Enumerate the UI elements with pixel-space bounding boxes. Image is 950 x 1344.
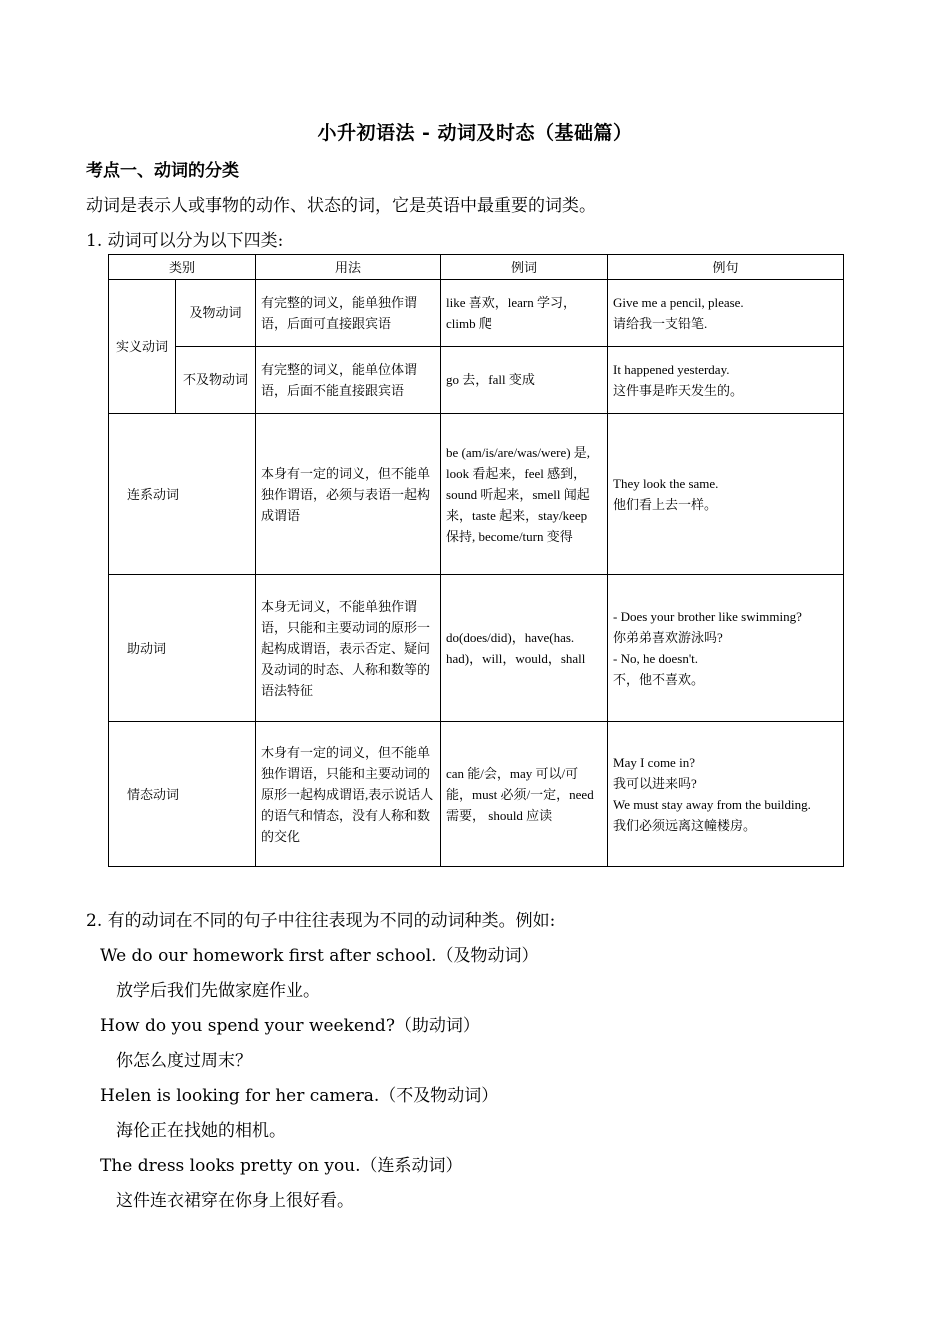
words-linking: be (am/is/are/was/were) 是, look 看起来，feel 感到，sound 听起来，smell 闻起来，taste 起来，stay/keep 保持, become/turn 变得 xyxy=(441,414,608,575)
example-transitive: Give me a pencil, please. 请给我一支铅笔. xyxy=(608,280,844,346)
example-intransitive: It happened yesterday. 这件事是昨天发生的。 xyxy=(608,346,844,413)
example-linking: They look the same. 他们看上去一样。 xyxy=(608,414,844,575)
verb-classification-table xyxy=(108,254,844,867)
example-sentence-zh: 海伦正在找她的相机。 xyxy=(116,1121,286,1141)
table-row xyxy=(109,414,844,575)
header-usage: 用法 xyxy=(256,255,441,280)
notional-verb-group: 实义动词 xyxy=(109,280,176,414)
example-sentence-zh: 放学后我们先做家庭作业。 xyxy=(116,981,320,1001)
kind-intransitive: 不及物动词 xyxy=(176,346,256,413)
examples-lead: 2. 有的动词在不同的句子中往往表现为不同的动词种类。例如: xyxy=(86,911,556,931)
example-sentence-en: The dress looks pretty on you.（连系动词） xyxy=(100,1156,463,1176)
section-heading: 考点一、动词的分类 xyxy=(86,161,239,181)
table-header-row xyxy=(109,255,844,280)
example-sentence-zh: 你怎么度过周末？ xyxy=(116,1051,252,1071)
header-example-words: 例词 xyxy=(441,255,608,280)
kind-linking: 连系动词 xyxy=(109,414,256,575)
usage-intransitive: 有完整的词义，能单位体谓语，后面不能直接跟宾语 xyxy=(256,346,441,413)
usage-modal: 木身有一定的词义，但不能单独作谓语，只能和主要动词的原形一起构成谓语,表示说话人的语气和情态，没有人称和数的交化 xyxy=(256,722,441,867)
usage-auxiliary: 本身无词义，不能单独作谓语，只能和主要动词的原形一起构成谓语，表示否定、疑问及动词的时态、人称和数等的语法特征 xyxy=(256,575,441,722)
header-category: 类别 xyxy=(109,255,256,280)
example-sentence-en: How do you spend your weekend?（助动词） xyxy=(100,1016,480,1036)
example-sentence-en: Helen is looking for her camera.（不及物动词） xyxy=(100,1086,499,1106)
intro-paragraph: 动词是表示人或事物的动作、状态的词，它是英语中最重要的词类。 xyxy=(86,196,596,216)
usage-transitive: 有完整的词义，能单独作谓语，后面可直接跟宾语 xyxy=(256,280,441,346)
point-one-heading: 1. 动词可以分为以下四类: xyxy=(86,231,284,251)
examples-section xyxy=(86,907,555,1222)
table-row xyxy=(109,722,844,867)
kind-transitive: 及物动词 xyxy=(176,280,256,346)
kind-auxiliary: 助动词 xyxy=(109,575,256,722)
words-modal: can 能/会，may 可以/可能，must 必须/一定，need 需要， should 应读 xyxy=(441,722,608,867)
example-sentence-en: We do our homework first after school.（及物动词） xyxy=(100,946,539,966)
example-sentence-zh: 这件连衣裙穿在你身上很好看。 xyxy=(116,1191,354,1211)
kind-modal: 情态动词 xyxy=(109,722,256,867)
words-auxiliary: do(does/did)，have(has. had)，will，would，shall xyxy=(441,575,608,722)
words-transitive: like 喜欢，learn 学习，climb 爬 xyxy=(441,280,608,346)
usage-linking: 本身有一定的词义，但不能单独作谓语，必须与表语一起构成谓语 xyxy=(256,414,441,575)
page-title: 小升初语法 - 动词及时态（基础篇） xyxy=(317,122,633,144)
table-row xyxy=(109,280,844,346)
example-auxiliary: - Does your brother like swimming? 你弟弟喜欢游泳吗? - No, he doesn't. 不，他不喜欢。 xyxy=(608,575,844,722)
table-row xyxy=(109,575,844,722)
header-example-sentences: 例句 xyxy=(608,255,844,280)
example-modal: May I come in? 我可以进来吗? We must stay away from the building. 我们必须远离这幢楼房。 xyxy=(608,722,844,867)
table-row xyxy=(109,346,844,413)
words-intransitive: go 去，fall 变成 xyxy=(441,346,608,413)
